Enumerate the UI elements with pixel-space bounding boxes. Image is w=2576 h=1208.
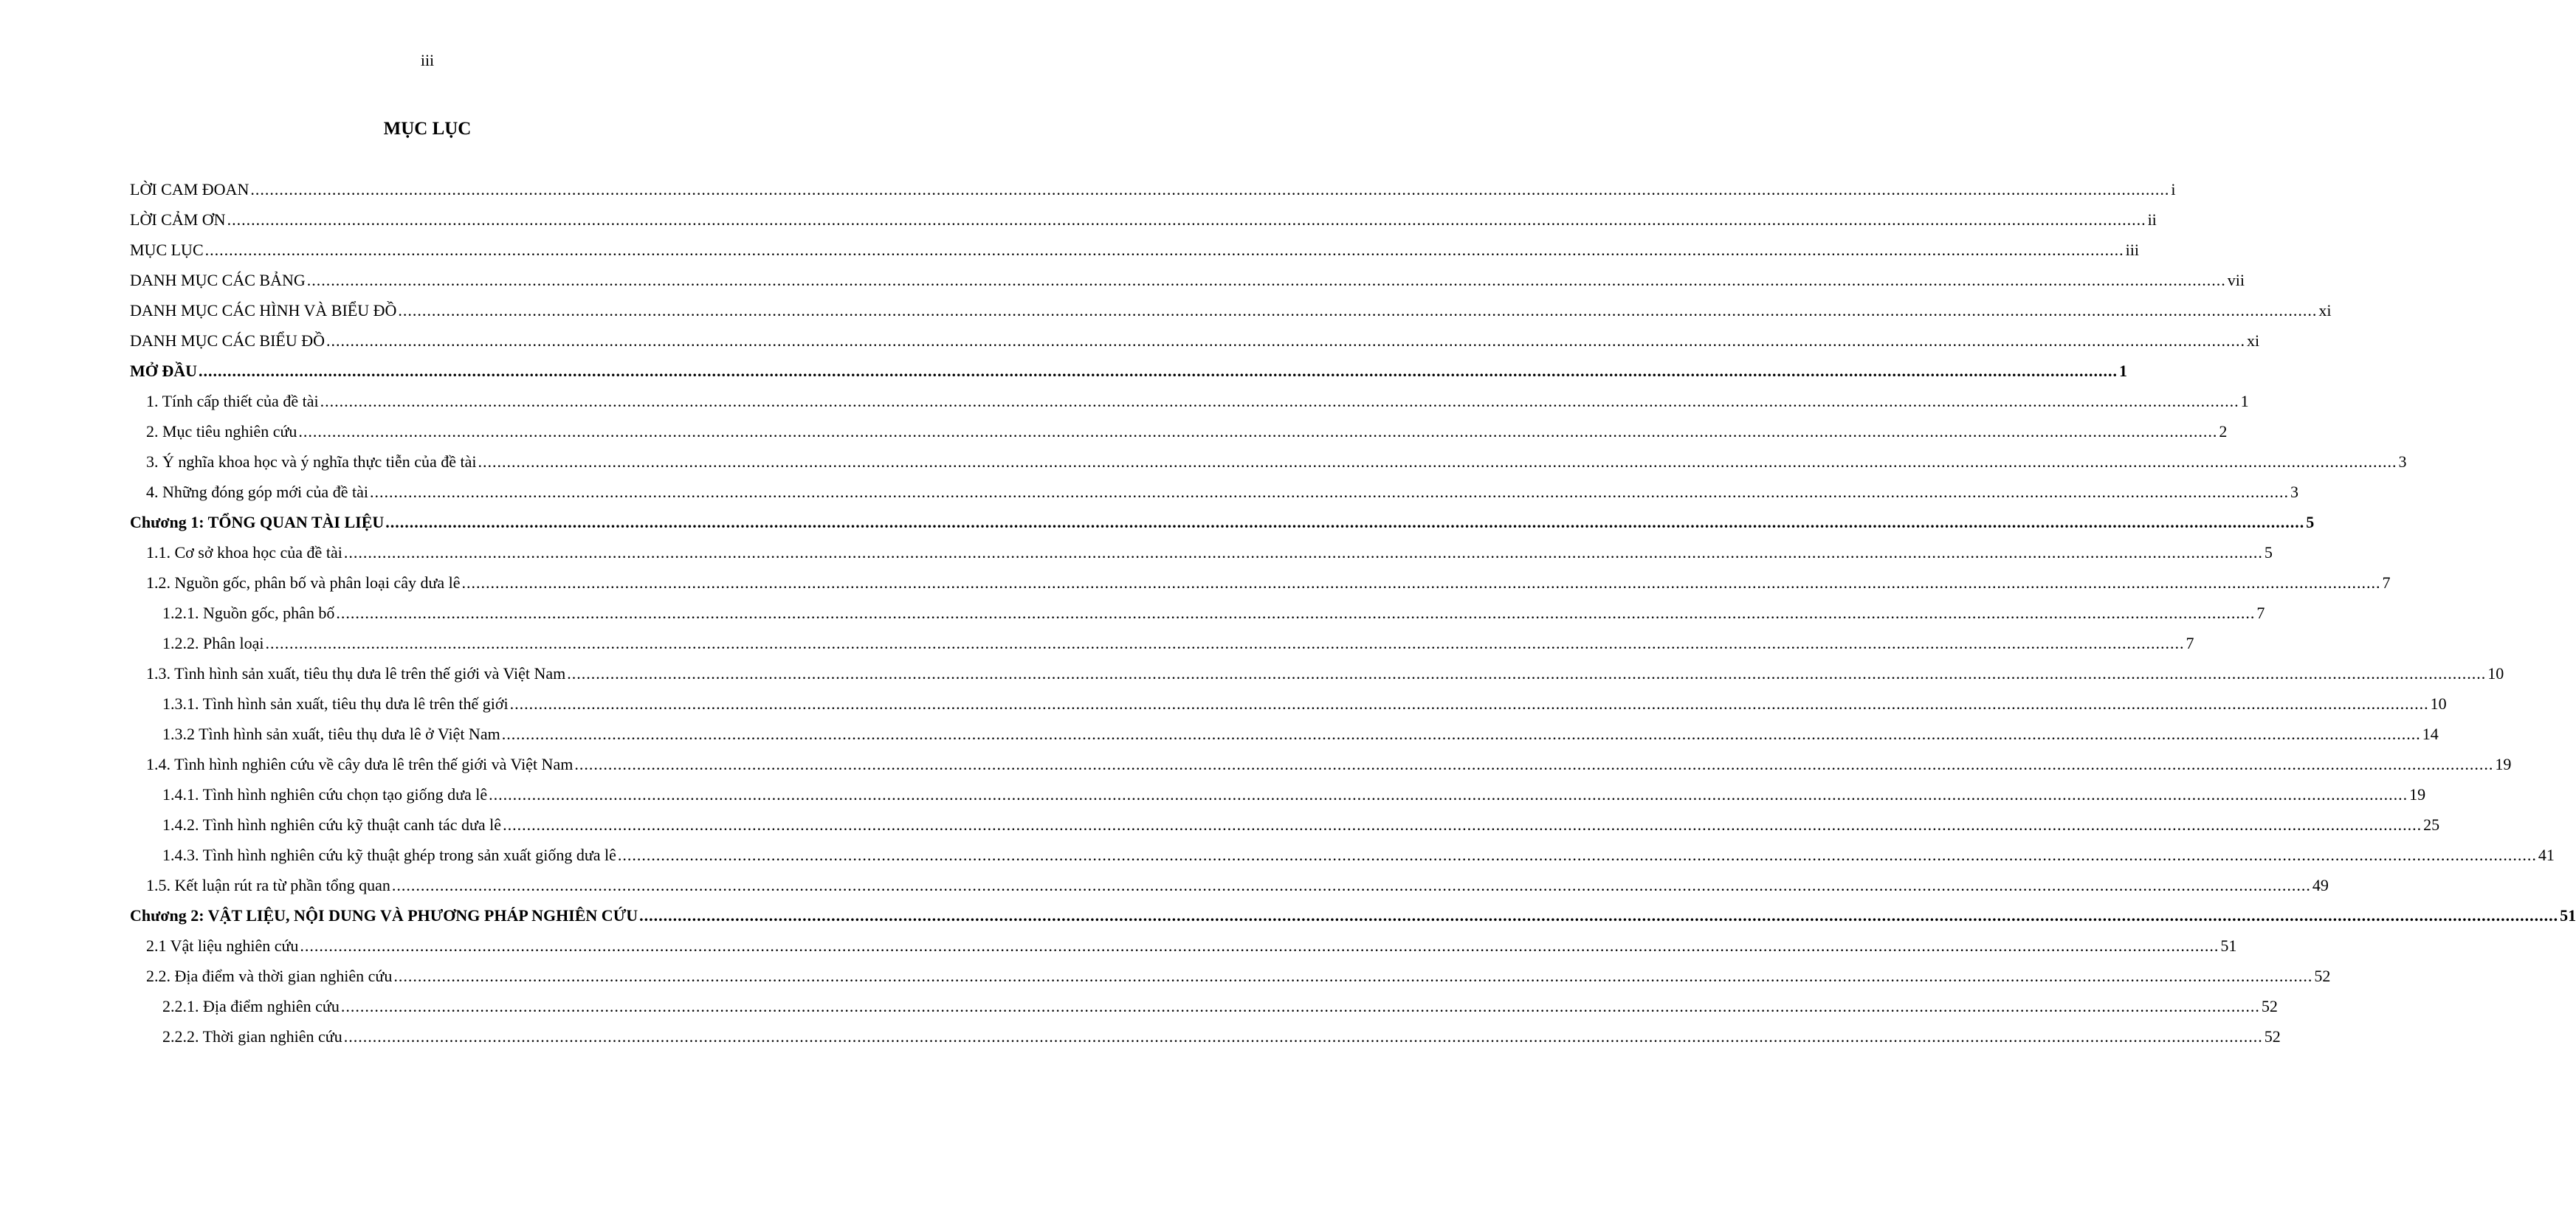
toc-entry-page: ii xyxy=(2147,210,2157,229)
toc-entry-page: 51 xyxy=(2220,936,2237,955)
toc-entry-page: 3 xyxy=(2290,483,2298,501)
toc-dot-leader: ................................................................................................................................................................................................................................................................................................................................................................................................................ xyxy=(369,483,2289,501)
toc-entry-text: 2. Mục tiêu nghiên cứu xyxy=(146,422,297,441)
toc-entry-page: 52 xyxy=(2264,1027,2281,1046)
toc-entry[interactable] xyxy=(130,1021,2281,1052)
toc-entry[interactable] xyxy=(130,628,2194,658)
toc-entry-text: Chương 1: TỔNG QUAN TÀI LIỆU xyxy=(130,513,385,531)
toc-entry-text: 1.2. Nguồn gốc, phân bố và phân loại cây dưa lê xyxy=(146,573,461,592)
toc-entry[interactable] xyxy=(130,779,2426,810)
toc-entry-text: 2.2. Địa điểm và thời gian nghiên cứu xyxy=(146,967,393,985)
toc-dot-leader: ................................................................................................................................................................................................................................................................................................................................................................................................................ xyxy=(391,876,2311,894)
toc-dot-leader: ................................................................................................................................................................................................................................................................................................................................................................................................................ xyxy=(199,362,2118,380)
toc-dot-leader: ................................................................................................................................................................................................................................................................................................................................................................................................................ xyxy=(461,573,2381,592)
toc-dot-leader: ................................................................................................................................................................................................................................................................................................................................................................................................................ xyxy=(393,967,2313,985)
toc-entry[interactable] xyxy=(130,295,2332,325)
toc-entry-text: Chương 2: VẬT LIỆU, NỘI DUNG VÀ PHƯƠNG PHÁP NGHIÊN CỨU xyxy=(130,906,638,925)
toc-dot-leader: ................................................................................................................................................................................................................................................................................................................................................................................................................ xyxy=(385,513,2305,531)
toc-dot-leader: ................................................................................................................................................................................................................................................................................................................................................................................................................ xyxy=(617,846,2537,864)
toc-entry[interactable] xyxy=(130,598,2265,628)
toc-entry-page: 19 xyxy=(2495,755,2512,773)
toc-entry-text: LỜI CẢM ƠN xyxy=(130,210,226,229)
toc-dot-leader: ................................................................................................................................................................................................................................................................................................................................................................................................................ xyxy=(343,1027,2263,1046)
toc-entry-page: 52 xyxy=(2261,997,2278,1015)
toc-entry-page: 52 xyxy=(2314,967,2331,985)
toc-entry[interactable] xyxy=(130,265,2245,295)
toc-dot-leader: ................................................................................................................................................................................................................................................................................................................................................................................................................ xyxy=(300,936,2219,955)
toc-entry-text: 1.4. Tình hình nghiên cứu về cây dưa lê trên thế giới và Việt Nam xyxy=(146,755,574,773)
toc-entry-page: 10 xyxy=(2487,664,2504,683)
toc-entry-page: 41 xyxy=(2538,846,2555,864)
toc-dot-leader: ................................................................................................................................................................................................................................................................................................................................................................................................................ xyxy=(250,180,2170,199)
toc-entry[interactable] xyxy=(130,719,2439,749)
toc-entry-text: 1.3. Tình hình sản xuất, tiêu thụ dưa lê trên thế giới và Việt Nam xyxy=(146,664,566,683)
toc-entry-page: vii xyxy=(2227,271,2245,289)
toc-entry-text: DANH MỤC CÁC HÌNH VÀ BIỂU ĐỒ xyxy=(130,301,397,320)
toc-entry-text: 1. Tính cấp thiết của đề tài xyxy=(146,392,319,410)
toc-entry-page: 5 xyxy=(2306,513,2315,531)
toc-entry-page: xi xyxy=(2318,301,2332,320)
toc-entry-text: 2.2.2. Thời gian nghiên cứu xyxy=(162,1027,342,1046)
toc-entry[interactable] xyxy=(130,507,2315,537)
toc-entry-page: 7 xyxy=(2256,604,2265,622)
toc-dot-leader: ................................................................................................................................................................................................................................................................................................................................................................................................................ xyxy=(320,392,2239,410)
toc-entry-page: 2 xyxy=(2219,422,2228,441)
toc-dot-leader: ................................................................................................................................................................................................................................................................................................................................................................................................................ xyxy=(204,241,2124,259)
toc-dot-leader: ................................................................................................................................................................................................................................................................................................................................................................................................................ xyxy=(306,271,2226,289)
toc-entry[interactable] xyxy=(130,870,2329,900)
toc-entry-text: 2.2.1. Địa điểm nghiên cứu xyxy=(162,997,340,1015)
toc-entry-page: 51 xyxy=(2560,906,2576,925)
toc-entry[interactable] xyxy=(130,235,2139,265)
toc-entry[interactable] xyxy=(130,810,2440,840)
toc-entry-text: 1.1. Cơ sở khoa học của đề tài xyxy=(146,543,342,562)
toc-entry[interactable] xyxy=(130,931,2237,961)
toc-dot-leader: ................................................................................................................................................................................................................................................................................................................................................................................................................ xyxy=(336,604,2256,622)
toc-entry[interactable] xyxy=(130,749,2512,779)
toc-dot-leader: ................................................................................................................................................................................................................................................................................................................................................................................................................ xyxy=(503,815,2422,834)
toc-entry[interactable] xyxy=(130,688,2447,719)
toc-entry-page: 49 xyxy=(2312,876,2329,894)
toc-entry-text: LỜI CAM ĐOAN xyxy=(130,180,249,199)
toc-entry-text: MỞ ĐẦU xyxy=(130,362,198,380)
toc-entry-page: iii xyxy=(2125,241,2139,259)
toc-entry-text: DANH MỤC CÁC BẢNG xyxy=(130,271,306,289)
toc-dot-leader: ................................................................................................................................................................................................................................................................................................................................................................................................................ xyxy=(509,694,2429,713)
toc-entry-text: 1.2.1. Nguồn gốc, phân bố xyxy=(162,604,335,622)
toc-entry-page: 7 xyxy=(2382,573,2391,592)
toc-dot-leader: ................................................................................................................................................................................................................................................................................................................................................................................................................ xyxy=(227,210,2146,229)
toc-title: MỤC LỤC xyxy=(383,119,472,139)
toc-dot-leader: ................................................................................................................................................................................................................................................................................................................................................................................................................ xyxy=(639,906,2559,925)
toc-entry[interactable] xyxy=(130,840,2555,870)
toc-entry-page: 14 xyxy=(2422,725,2439,743)
toc-entry[interactable] xyxy=(130,204,2157,235)
toc-entry[interactable] xyxy=(130,416,2228,446)
toc-entry-page: i xyxy=(2171,180,2176,199)
toc-entry-text: 1.4.2. Tình hình nghiên cứu kỹ thuật canh tác dưa lê xyxy=(162,815,502,834)
toc-entry[interactable] xyxy=(130,477,2298,507)
toc-entry-page: 7 xyxy=(2186,634,2194,652)
toc-dot-leader: ................................................................................................................................................................................................................................................................................................................................................................................................................ xyxy=(343,543,2263,562)
toc-entry-page: 10 xyxy=(2430,694,2447,713)
toc-entry-page: 5 xyxy=(2264,543,2273,562)
toc-dot-leader: ................................................................................................................................................................................................................................................................................................................................................................................................................ xyxy=(265,634,2185,652)
toc-dot-leader: ................................................................................................................................................................................................................................................................................................................................................................................................................ xyxy=(489,785,2408,804)
toc-entry-text: 4. Những đóng góp mới của đề tài xyxy=(146,483,368,501)
toc-dot-leader: ................................................................................................................................................................................................................................................................................................................................................................................................................ xyxy=(501,725,2421,743)
toc-entry-page: 3 xyxy=(2398,452,2407,471)
toc-entry[interactable] xyxy=(130,356,2128,386)
toc-entry-text: 1.3.2 Tình hình sản xuất, tiêu thụ dưa lê ở Việt Nam xyxy=(162,725,500,743)
toc-entry-page: 1 xyxy=(2119,362,2128,380)
toc-entry-text: 1.4.1. Tình hình nghiên cứu chọn tạo giống dưa lê xyxy=(162,785,488,804)
toc-entry-page: xi xyxy=(2247,331,2260,350)
toc-entry-text: DANH MỤC CÁC BIỂU ĐỒ xyxy=(130,331,326,350)
toc-entry[interactable] xyxy=(130,386,2249,416)
toc-dot-leader: ................................................................................................................................................................................................................................................................................................................................................................................................................ xyxy=(574,755,2494,773)
toc-entry[interactable] xyxy=(130,325,2260,356)
toc-entry[interactable] xyxy=(130,537,2273,567)
toc-entry-text: 1.5. Kết luận rút ra từ phần tổng quan xyxy=(146,876,390,894)
toc-entry-text: MỤC LỤC xyxy=(130,241,204,259)
toc-dot-leader: ................................................................................................................................................................................................................................................................................................................................................................................................................ xyxy=(298,422,2218,441)
toc-entry-page: 25 xyxy=(2423,815,2440,834)
toc-entry[interactable] xyxy=(130,961,2331,991)
toc-dot-leader: ................................................................................................................................................................................................................................................................................................................................................................................................................ xyxy=(398,301,2318,320)
toc-dot-leader: ................................................................................................................................................................................................................................................................................................................................................................................................................ xyxy=(478,452,2397,471)
toc-entry-text: 3. Ý nghĩa khoa học và ý nghĩa thực tiễn của đề tài xyxy=(146,452,477,471)
toc-entry-text: 1.2.2. Phân loại xyxy=(162,634,264,652)
toc-dot-leader: ................................................................................................................................................................................................................................................................................................................................................................................................................ xyxy=(567,664,2487,683)
toc-dot-leader: ................................................................................................................................................................................................................................................................................................................................................................................................................ xyxy=(326,331,2246,350)
toc-entry-page: 19 xyxy=(2409,785,2426,804)
toc-entry[interactable] xyxy=(130,446,2407,477)
toc-entry-text: 1.3.1. Tình hình sản xuất, tiêu thụ dưa lê trên thế giới xyxy=(162,694,509,713)
toc-entry-text: 2.1 Vật liệu nghiên cứu xyxy=(146,936,299,955)
toc-entry[interactable] xyxy=(130,658,2504,688)
toc-entry[interactable] xyxy=(130,991,2278,1021)
toc-entry[interactable] xyxy=(130,900,2576,931)
toc-entry[interactable] xyxy=(130,174,2176,204)
toc-entry[interactable] xyxy=(130,567,2391,598)
table-of-contents xyxy=(130,174,2576,1052)
toc-entry-page: 1 xyxy=(2240,392,2249,410)
page-number: iii xyxy=(420,51,435,69)
toc-entry-text: 1.4.3. Tình hình nghiên cứu kỹ thuật ghép trong sản xuất giống dưa lê xyxy=(162,846,616,864)
toc-dot-leader: ................................................................................................................................................................................................................................................................................................................................................................................................................ xyxy=(340,997,2260,1015)
